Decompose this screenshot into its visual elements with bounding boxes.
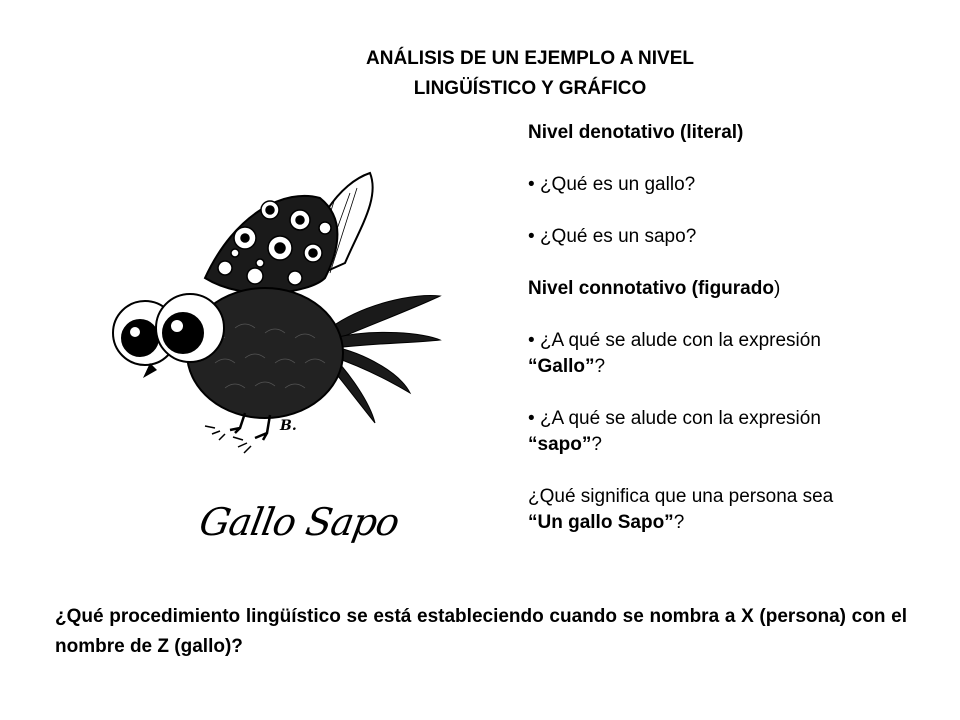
denotative-heading: Nivel denotativo (literal) xyxy=(528,122,744,143)
illustration-caption: Gallo Sapo xyxy=(196,500,403,544)
analysis-content xyxy=(528,120,948,536)
connotative-heading: Nivel connotativo (figurado) xyxy=(528,278,781,299)
bottom-question: ¿Qué procedimiento lingüístico se está estableciendo cuando se nombra a X (persona) con el nombre de Z (gallo)? xyxy=(55,606,907,657)
question-gallo-sapo-person: ¿Qué significa que una persona sea “Un gallo Sapo”? xyxy=(528,486,834,533)
bullet-question-sapo-expression: • ¿A qué se alude con la expresión “sapo”? xyxy=(528,408,821,455)
slide-title xyxy=(0,44,960,104)
title-line-2: LINGÜÍSTICO Y GRÁFICO xyxy=(413,78,647,99)
bullet-question-gallo: • ¿Qué es un gallo? xyxy=(528,174,696,195)
bullet-question-gallo-expression: • ¿A qué se alude con la expresión “Gallo”? xyxy=(528,330,821,377)
bullet-question-sapo: • ¿Qué es un sapo? xyxy=(528,226,697,247)
bird-eyes xyxy=(113,294,224,365)
title-line-1: ANÁLISIS DE UN EJEMPLO A NIVEL xyxy=(366,48,694,69)
artist-signature: B. xyxy=(280,418,297,434)
